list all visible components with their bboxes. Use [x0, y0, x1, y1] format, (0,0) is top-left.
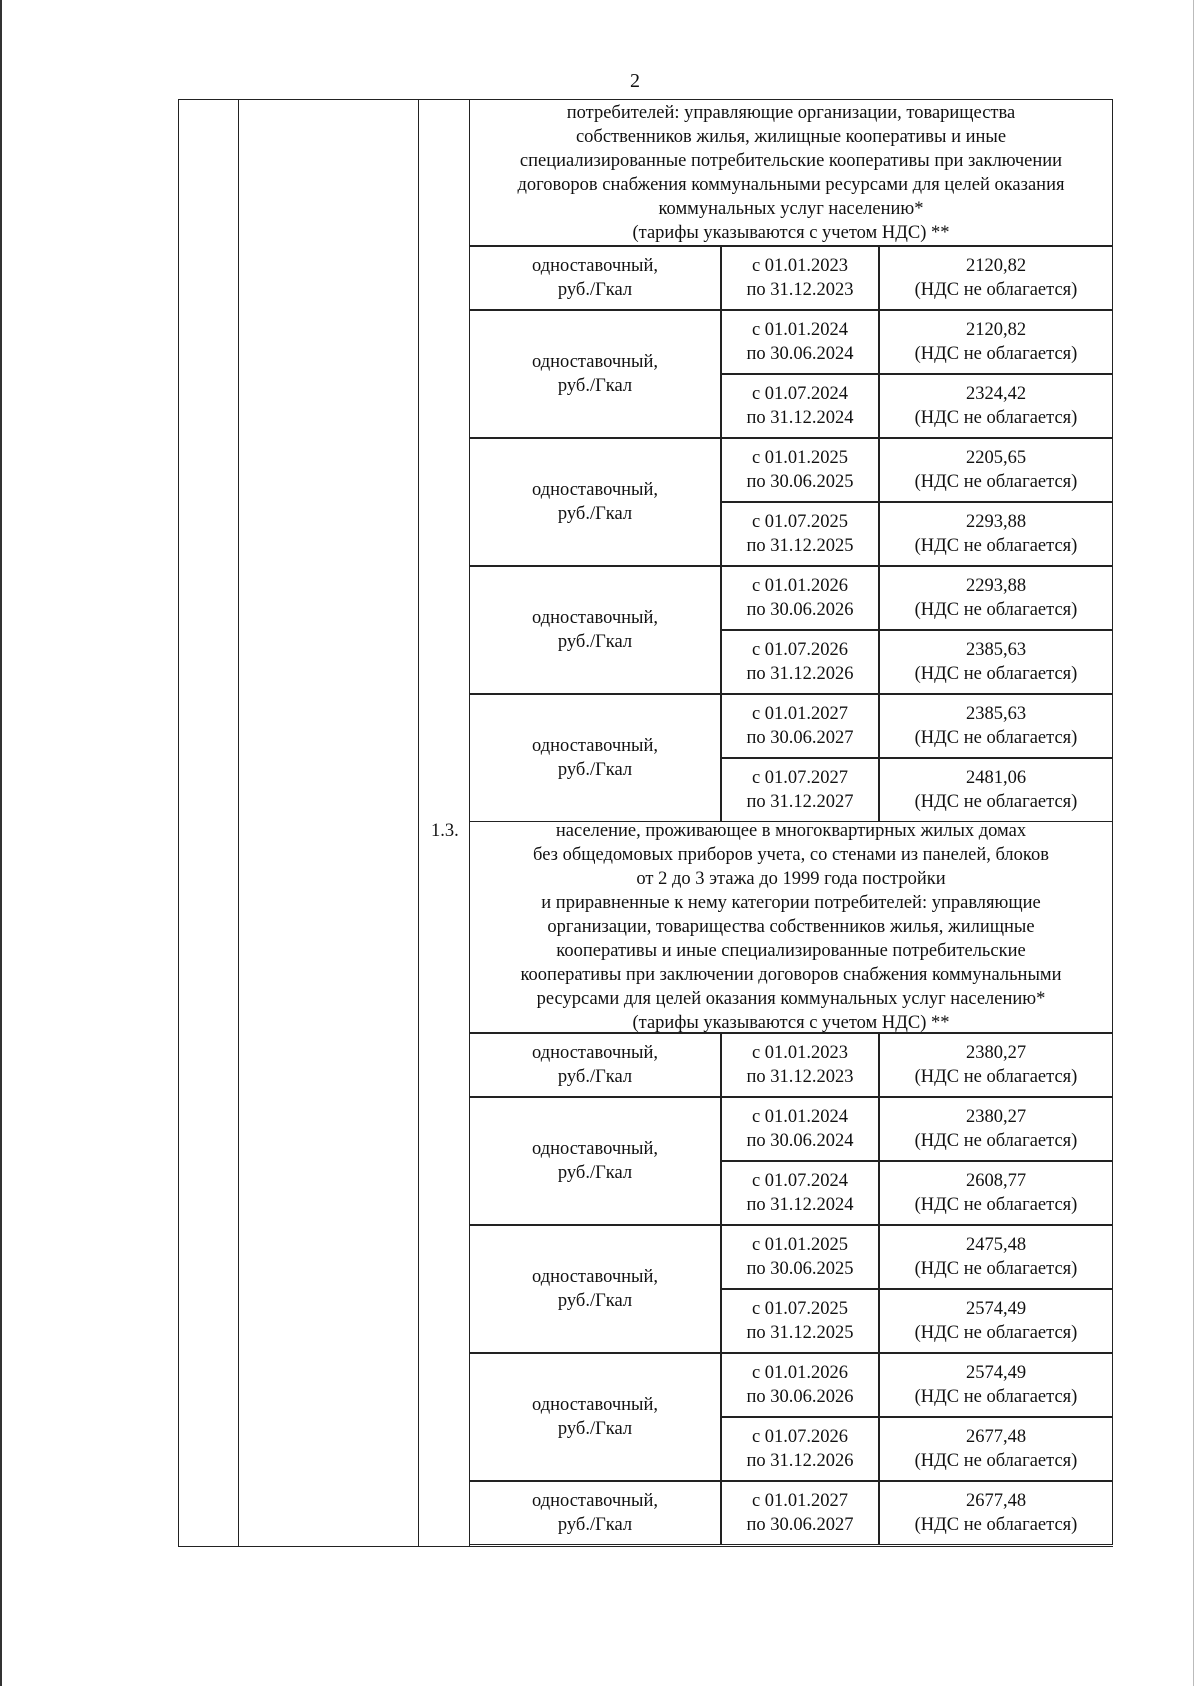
- tariff-value: 2293,88: [965, 576, 1027, 596]
- tariff-type: одноставочный, руб./Гкал: [531, 736, 658, 780]
- tariff-value: 2385,63: [965, 640, 1027, 660]
- period-cell: [721, 694, 879, 758]
- tariff-value: 2481,06: [965, 768, 1027, 788]
- period-cell: [721, 758, 879, 822]
- tariff-type-cell: [469, 566, 721, 694]
- tariff-type-cell: [469, 310, 721, 438]
- period: с 01.01.2023 по 31.12.2023: [746, 1043, 854, 1087]
- vat-note: (НДС не облагается): [914, 280, 1078, 300]
- period: с 01.01.2024 по 30.06.2024: [746, 1107, 854, 1151]
- vat-note: (НДС не облагается): [914, 1067, 1078, 1087]
- tariff-column: [469, 99, 1113, 1547]
- period: с 01.07.2027 по 31.12.2027: [746, 768, 854, 812]
- tariff-value: 2677,48: [965, 1427, 1027, 1447]
- period-cell: [721, 1033, 879, 1097]
- vat-note: (НДС не облагается): [914, 664, 1078, 684]
- tariff-type: одноставочный, руб./Гкал: [531, 1395, 658, 1439]
- column-divider: [178, 99, 179, 1547]
- period-cell: [721, 630, 879, 694]
- period-cell: [721, 438, 879, 502]
- tariff-value: 2677,48: [965, 1491, 1027, 1511]
- period: с 01.01.2025 по 30.06.2025: [746, 1235, 854, 1279]
- tariff-type: одноставочный, руб./Гкал: [531, 352, 658, 396]
- tariff-type: одноставочный, руб./Гкал: [531, 608, 658, 652]
- vat-note: (НДС не облагается): [914, 1387, 1078, 1407]
- period-cell: [721, 374, 879, 438]
- tariff-value-cell: [879, 246, 1113, 310]
- period: с 01.07.2026 по 31.12.2026: [746, 640, 854, 684]
- section-number: 1.3.: [431, 821, 459, 841]
- page-edge: [1193, 0, 1194, 1686]
- column-divider: [238, 99, 239, 1547]
- tariff-value: 2574,49: [965, 1299, 1027, 1319]
- tariff-value-cell: [879, 1481, 1113, 1545]
- period: с 01.01.2026 по 30.06.2026: [746, 576, 854, 620]
- tariff-value: 2475,48: [965, 1235, 1027, 1255]
- tariff-type-cell: [469, 438, 721, 566]
- tariff-type-cell: [469, 246, 721, 310]
- tariff-value-cell: [879, 1097, 1113, 1161]
- tariff-value: 2324,42: [965, 384, 1027, 404]
- vat-note: (НДС не облагается): [914, 472, 1078, 492]
- tariff-value: 2574,49: [965, 1363, 1027, 1383]
- period-cell: [721, 1417, 879, 1481]
- tariff-value-cell: [879, 694, 1113, 758]
- tariff-value-cell: [879, 1161, 1113, 1225]
- period: с 01.07.2024 по 31.12.2024: [746, 1171, 854, 1215]
- period-cell: [721, 1289, 879, 1353]
- tariff-value: 2380,27: [965, 1043, 1027, 1063]
- tariff-value: 2120,82: [965, 256, 1027, 276]
- period: с 01.07.2026 по 31.12.2026: [746, 1427, 854, 1471]
- tariff-value-cell: [879, 438, 1113, 502]
- tariff-value-cell: [879, 1353, 1113, 1417]
- tariff-type-cell: [469, 1481, 721, 1545]
- vat-note: (НДС не облагается): [914, 600, 1078, 620]
- tariff-type-cell: [469, 1353, 721, 1481]
- tariff-value-cell: [879, 1033, 1113, 1097]
- vat-note: (НДС не облагается): [914, 1131, 1078, 1151]
- period: с 01.01.2026 по 30.06.2026: [746, 1363, 854, 1407]
- page-edge: [0, 0, 2, 1686]
- tariff-value-cell: [879, 374, 1113, 438]
- period: с 01.01.2027 по 30.06.2027: [746, 1491, 854, 1535]
- tariff-value: 2380,27: [965, 1107, 1027, 1127]
- period: с 01.07.2024 по 31.12.2024: [746, 384, 854, 428]
- period-cell: [721, 1097, 879, 1161]
- tariff-value-cell: [879, 502, 1113, 566]
- section-header-text: население, проживающее в многоквартирных жилых домах без общедомовых приборов учета, со стенами из панелей, блоков от 2 до 3 этажа до 1999 года постройки и приравненные к нему категории потребителей: управляющие организации, товарищества собственников жилья, жилищные кооперативы и иные специализированные потребительские кооперативы при заключении договоров снабжения коммунальными ресурсами для целей оказания коммунальных услуг населению* (тарифы указываются с учетом НДС) **: [520, 821, 1062, 1033]
- vat-note: (НДС не облагается): [914, 1195, 1078, 1215]
- tariff-value: 2608,77: [965, 1171, 1027, 1191]
- tariff-value: 2120,82: [965, 320, 1027, 340]
- tariff-type: одноставочный, руб./Гкал: [531, 1267, 658, 1311]
- tariff-type: одноставочный, руб./Гкал: [531, 1491, 658, 1535]
- tariff-type-cell: [469, 694, 721, 822]
- vat-note: (НДС не облагается): [914, 1451, 1078, 1471]
- tariff-value-cell: [879, 1289, 1113, 1353]
- period: с 01.07.2025 по 31.12.2025: [746, 1299, 854, 1343]
- vat-note: (НДС не облагается): [914, 344, 1078, 364]
- vat-note: (НДС не облагается): [914, 792, 1078, 812]
- tariff-type: одноставочный, руб./Гкал: [531, 1139, 658, 1183]
- tariff-type: одноставочный, руб./Гкал: [531, 256, 658, 300]
- period-cell: [721, 1161, 879, 1225]
- period-cell: [721, 1225, 879, 1289]
- tariff-type-cell: [469, 1097, 721, 1225]
- tariff-type: одноставочный, руб./Гкал: [531, 1043, 658, 1087]
- period: с 01.01.2024 по 30.06.2024: [746, 320, 854, 364]
- tariff-table: [178, 99, 1113, 1547]
- vat-note: (НДС не облагается): [914, 408, 1078, 428]
- period-cell: [721, 246, 879, 310]
- vat-note: (НДС не облагается): [914, 536, 1078, 556]
- section-header: [469, 821, 1113, 1033]
- period-cell: [721, 1353, 879, 1417]
- tariff-type-cell: [469, 1225, 721, 1353]
- tariff-value-cell: [879, 1225, 1113, 1289]
- vat-note: (НДС не облагается): [914, 1323, 1078, 1343]
- vat-note: (НДС не облагается): [914, 728, 1078, 748]
- period-cell: [721, 502, 879, 566]
- tariff-value-cell: [879, 758, 1113, 822]
- section-header-text: потребителей: управляющие организации, товарищества собственников жилья, жилищные кооперативы и иные специализированные потребительские кооперативы при заключении договоров снабжения коммунальными ресурсами для целей оказания коммунальных услуг населению* (тарифы указываются с учетом НДС) **: [517, 102, 1065, 243]
- column-divider: [418, 99, 419, 1547]
- tariff-value: 2293,88: [965, 512, 1027, 532]
- page-number: 2: [630, 70, 640, 92]
- period-cell: [721, 310, 879, 374]
- tariff-type-cell: [469, 1033, 721, 1097]
- vat-note: (НДС не облагается): [914, 1515, 1078, 1535]
- tariff-value-cell: [879, 1417, 1113, 1481]
- tariff-value: 2205,65: [965, 448, 1027, 468]
- period: с 01.01.2027 по 30.06.2027: [746, 704, 854, 748]
- tariff-type: одноставочный, руб./Гкал: [531, 480, 658, 524]
- tariff-value-cell: [879, 566, 1113, 630]
- period: с 01.07.2025 по 31.12.2025: [746, 512, 854, 556]
- period: с 01.01.2025 по 30.06.2025: [746, 448, 854, 492]
- period-cell: [721, 566, 879, 630]
- tariff-value: 2385,63: [965, 704, 1027, 724]
- period: с 01.01.2023 по 31.12.2023: [746, 256, 854, 300]
- period-cell: [721, 1481, 879, 1545]
- section-header: [469, 99, 1113, 246]
- tariff-value-cell: [879, 310, 1113, 374]
- vat-note: (НДС не облагается): [914, 1259, 1078, 1279]
- tariff-value-cell: [879, 630, 1113, 694]
